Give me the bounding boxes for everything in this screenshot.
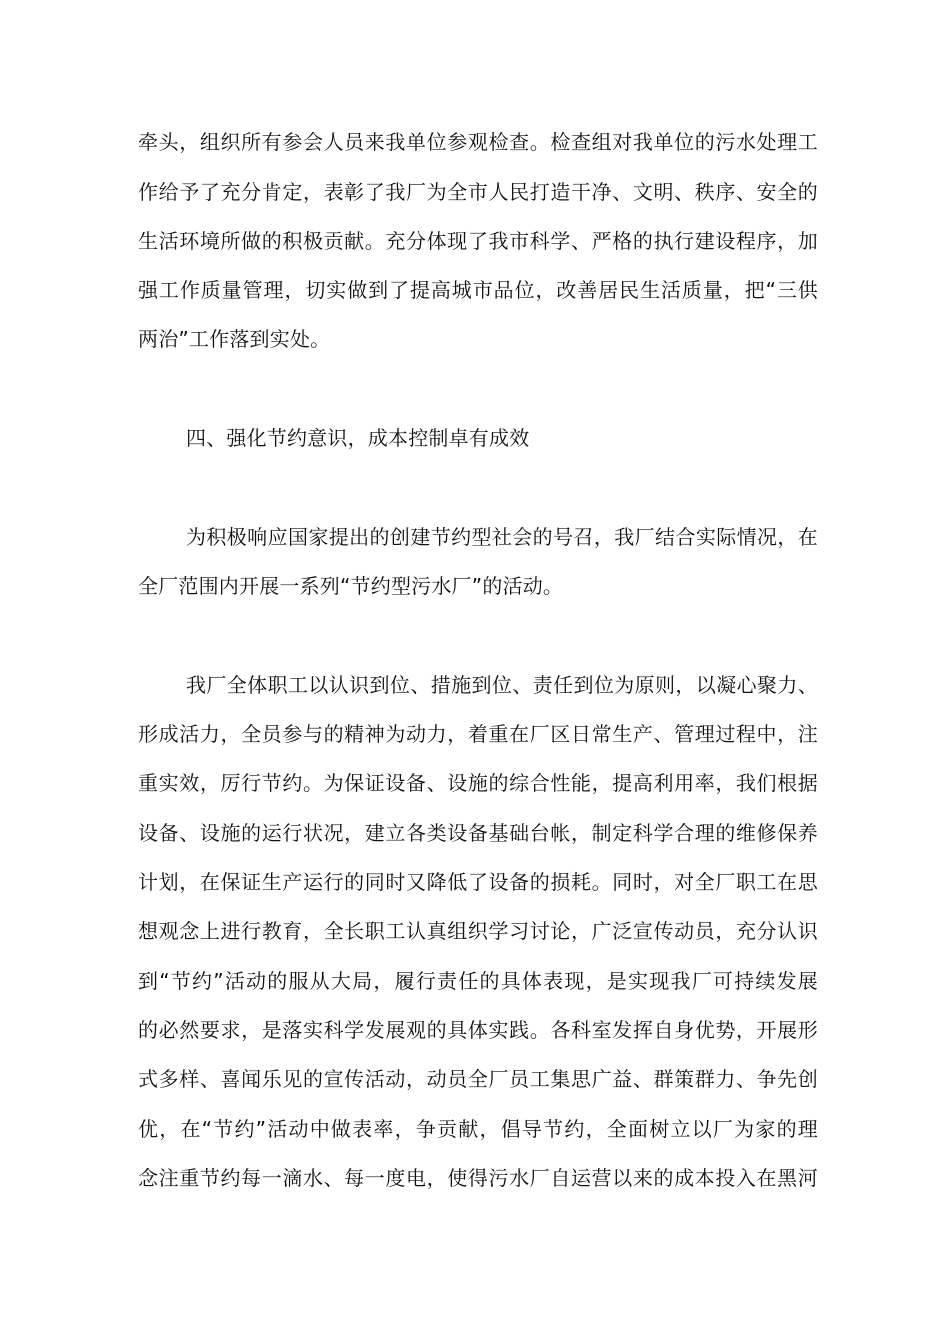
paragraph-1-line-2: 作给予了充分肯定，表彰了我厂为全市人民打造干净、文明、秩序、安全的	[138, 180, 818, 204]
section-heading: 四、强化节约意识，成本控制卓有成效	[186, 426, 530, 450]
paragraph-3-line-7: 到“节约”活动的服从大局，履行责任的具体表现，是实现我厂可持续发展	[138, 969, 818, 993]
paragraph-1-line-4: 强工作质量管理，切实做到了提高城市品位，改善居民生活质量，把“三供	[138, 278, 818, 302]
paragraph-1-line-5: 两治”工作落到实处。	[138, 327, 331, 351]
paragraph-3-line-11: 念注重节约每一滴水、每一度电，使得污水厂自运营以来的成本投入在黑河	[138, 1166, 818, 1190]
paragraph-3-line-4: 设备、设施的运行状况，建立各类设备基础台帐，制定科学合理的维修保养	[138, 821, 818, 845]
paragraph-3-line-2: 形成活力，全员参与的精神为动力，着重在厂区日常生产、管理过程中，注	[138, 722, 818, 746]
paragraph-3-line-9: 式多样、喜闻乐见的宣传活动，动员全厂员工集思广益、群策群力、争先创	[138, 1067, 818, 1091]
paragraph-1-line-1: 牵头，组织所有参会人员来我单位参观检查。检查组对我单位的污水处理工	[138, 130, 818, 154]
paragraph-3-line-10: 优，在“节约”活动中做表率，争贡献，倡导节约，全面树立以厂为家的理	[138, 1117, 818, 1141]
paragraph-2-line-1: 为积极响应国家提出的创建节约型社会的号召，我厂结合实际情况，在	[186, 525, 818, 549]
paragraph-3-line-1: 我厂全体职工以认识到位、措施到位、责任到位为原则，以凝心聚力、	[186, 673, 818, 697]
paragraph-3-line-3: 重实效，厉行节约。为保证设备、设施的综合性能，提高利用率，我们根据	[138, 771, 818, 795]
paragraph-2-line-2: 全厂范围内开展一系列“节约型污水厂”的活动。	[138, 574, 564, 598]
paragraph-3-line-6: 想观念上进行教育，全长职工认真组织学习讨论，广泛宣传动员，充分认识	[138, 919, 818, 943]
paragraph-1-line-3: 生活环境所做的积极贡献。充分体现了我市科学、严格的执行建设程序，加	[138, 229, 818, 253]
paragraph-3-line-5: 计划，在保证生产运行的同时又降低了设备的损耗。同时，对全厂职工在思	[138, 870, 818, 894]
paragraph-3-line-8: 的必然要求，是落实科学发展观的具体实践。各科室发挥自身优势，开展形	[138, 1018, 818, 1042]
